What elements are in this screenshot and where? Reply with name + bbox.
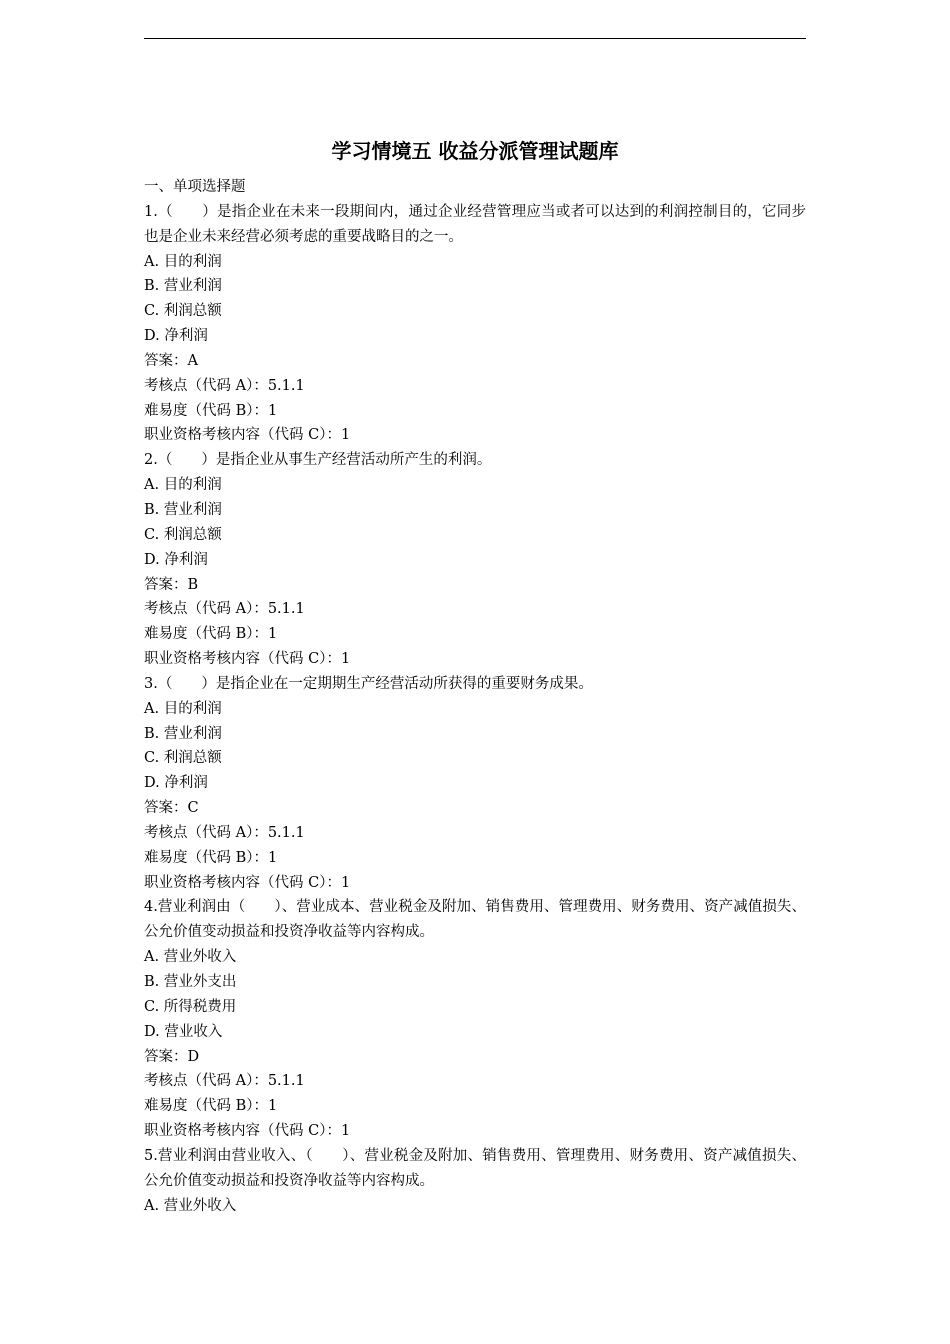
question-2-option-b: B. 营业利润 bbox=[144, 501, 222, 518]
question-4-option-a: A. 营业外收入 bbox=[144, 949, 237, 966]
question-1-stem: 1.（ ）是指企业在未来一段期间内，通过企业经营管理应当或者可以达到的利润控制目的，它同步也是企业未来经营必须考虑的重要战略目的之一。 bbox=[144, 203, 806, 245]
question-2-stem: 2.（ ）是指企业从事生产经营活动所产生的利润。 bbox=[144, 452, 492, 469]
question-3-stem: 3.（ ）是指企业在一定期期生产经营活动所获得的重要财务成果。 bbox=[144, 675, 593, 692]
question-4-stem: 4.营业利润由（ ）、营业成本、营业税金及附加、销售费用、管理费用、财务费用、资产减值损失、公允价值变动损益和投资净收益等内容构成。 bbox=[144, 899, 806, 941]
question-4-option-b: B. 营业外支出 bbox=[144, 974, 237, 990]
question-3-option-a: A. 目的利润 bbox=[144, 700, 222, 717]
question-5-option-a: A. 营业外收入 bbox=[144, 1197, 237, 1214]
question-3-option-b: B. 营业利润 bbox=[144, 725, 222, 742]
question-1-difficulty: 难易度（代码 B）：1 bbox=[144, 402, 278, 419]
header-rule bbox=[144, 38, 806, 39]
question-3-difficulty: 难易度（代码 B）：1 bbox=[144, 849, 278, 866]
question-2-knowledge-point: 考核点（代码 A）：5.1.1 bbox=[144, 601, 305, 618]
question-3-qualification: 职业资格考核内容（代码 C）：1 bbox=[144, 874, 351, 891]
question-1-knowledge-point: 考核点（代码 A）：5.1.1 bbox=[144, 377, 305, 394]
question-1-option-b: B. 营业利润 bbox=[144, 278, 222, 295]
question-1-option-a: A. 目的利润 bbox=[144, 253, 222, 270]
question-1-answer: 答案：A bbox=[144, 352, 198, 369]
question-3-answer: 答案：C bbox=[144, 800, 199, 817]
question-3-option-d: D. 净利润 bbox=[144, 775, 208, 792]
question-4-option-c: C. 所得税费用 bbox=[144, 998, 237, 1015]
question-1-qualification: 职业资格考核内容（代码 C）：1 bbox=[144, 427, 351, 444]
question-2-answer: 答案：B bbox=[144, 576, 199, 593]
question-4-qualification: 职业资格考核内容（代码 C）：1 bbox=[144, 1123, 351, 1140]
question-3-knowledge-point: 考核点（代码 A）：5.1.1 bbox=[144, 824, 305, 841]
question-2-qualification: 职业资格考核内容（代码 C）：1 bbox=[144, 651, 351, 668]
document-body bbox=[144, 175, 806, 1218]
document-title: 学习情境五 收益分派管理试题库 bbox=[331, 139, 619, 163]
question-4-knowledge-point: 考核点（代码 A）：5.1.1 bbox=[144, 1073, 305, 1090]
question-4-difficulty: 难易度（代码 B）：1 bbox=[144, 1098, 278, 1115]
question-2-difficulty: 难易度（代码 B）：1 bbox=[144, 626, 278, 643]
question-3-option-c: C. 利润总额 bbox=[144, 750, 222, 767]
question-4-answer: 答案：D bbox=[144, 1048, 200, 1065]
question-2-option-c: C. 利润总额 bbox=[144, 526, 222, 543]
question-2-option-a: A. 目的利润 bbox=[144, 477, 222, 494]
question-4-option-d: D. 营业收入 bbox=[144, 1023, 223, 1040]
question-1-option-d: D. 净利润 bbox=[144, 328, 208, 345]
question-1-option-c: C. 利润总额 bbox=[144, 303, 222, 320]
question-5-stem: 5.营业利润由营业收入、（ ）、营业税金及附加、销售费用、管理费用、财务费用、资产减值损失、公允价值变动损益和投资净收益等内容构成。 bbox=[144, 1147, 806, 1189]
section-heading: 一、单项选择题 bbox=[144, 179, 246, 195]
question-2-option-d: D. 净利润 bbox=[144, 551, 208, 568]
